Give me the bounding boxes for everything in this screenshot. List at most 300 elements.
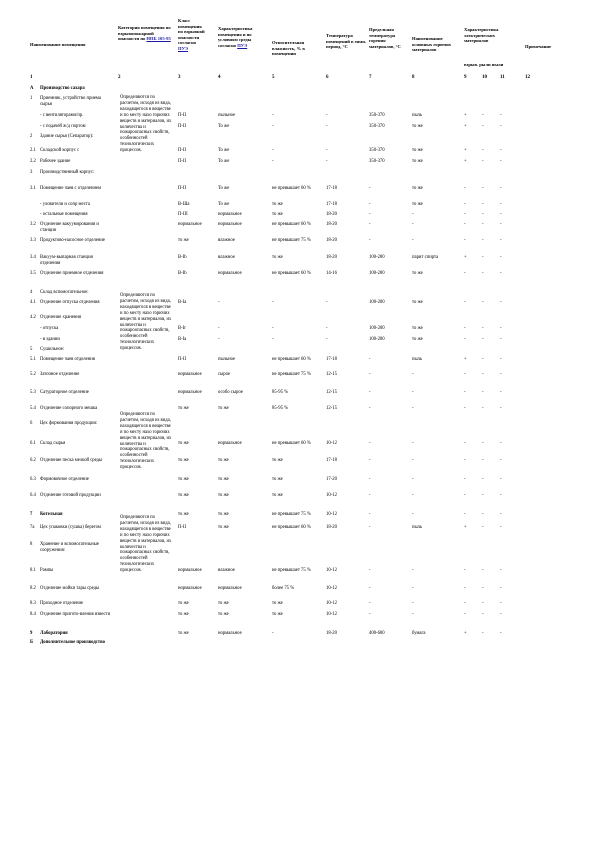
row-name: Котельная <box>40 512 63 517</box>
cell-f: 14-16 <box>326 271 337 276</box>
cell-g: 100-200 <box>369 255 385 260</box>
column-number-2: 2 <box>118 75 121 80</box>
cell-g: - <box>369 601 371 606</box>
cell-f: 18-20 <box>326 525 337 530</box>
cell-g: 100-200 <box>369 337 385 342</box>
pue-link-environment[interactable]: ПУЭ <box>237 42 248 48</box>
cell-f: 10-12 <box>326 441 337 446</box>
cell-k: нормальное <box>218 212 242 217</box>
cell-cat: П-II <box>178 525 187 530</box>
cell-k: нормальное <box>218 586 242 591</box>
row-name: Дополнительное производство <box>40 640 105 645</box>
cell-r: 85-95 % <box>272 406 289 411</box>
column-number-8: 8 <box>412 75 415 80</box>
cell-cat: то же <box>178 493 189 498</box>
cell-x: - <box>464 568 466 573</box>
cell-z: - <box>500 601 502 606</box>
cell-f: - <box>326 159 328 164</box>
row-name: Здание сырья (Сепаратор): <box>40 134 94 139</box>
cell-f: - <box>326 148 328 153</box>
cell-y: - <box>482 124 484 129</box>
cell-z: - <box>500 212 502 217</box>
cell-y: - <box>482 255 484 260</box>
row-name: Приемник, устройство приема сырья <box>40 96 101 107</box>
cell-y: - <box>482 238 484 243</box>
cell-f: 17-18 <box>326 186 337 191</box>
cell-g: 100-200 <box>369 271 385 276</box>
cell-cat: В-Ia <box>178 300 187 305</box>
column-number-10: 10 <box>482 75 487 80</box>
cell-x: + <box>464 113 467 118</box>
cell-k: влажное <box>218 568 235 573</box>
cell-z: - <box>500 202 502 207</box>
row-number: 6 <box>30 421 33 426</box>
cell-g: 350-370 <box>369 159 385 164</box>
cell-f: 10-12 <box>326 601 337 606</box>
cell-y: - <box>482 568 484 573</box>
cell-m: - <box>412 493 414 498</box>
cell-cat: П-II <box>178 148 187 153</box>
row-name: Отделение приемное отделения <box>40 271 104 276</box>
row-number: А <box>30 86 34 91</box>
cell-z: - <box>500 271 502 276</box>
cell-g: - <box>369 612 371 617</box>
cell-z: - <box>500 148 502 153</box>
cell-k: то же <box>218 477 229 482</box>
column-number-11: 11 <box>500 75 505 80</box>
row-number: 2 <box>30 134 33 139</box>
cell-m: парит спирта <box>412 255 439 260</box>
cell-cat: то же <box>178 631 189 636</box>
cell-z: - <box>500 186 502 191</box>
cell-g: - <box>369 372 371 377</box>
note-4: Определяются по расчетом, исходя из вида, находящегося в веществе и по месту нахо горючих веществ и материалов, их количества и пожароопасных свойств, особенностей технологических процессов. <box>120 515 172 574</box>
row-name: Сатураторное отделение <box>40 390 89 395</box>
cell-cat: П-II <box>178 113 187 118</box>
cell-cat: нормальное <box>178 372 202 377</box>
cell-z: - <box>500 113 502 118</box>
cell-y: - <box>482 186 484 191</box>
cell-y: - <box>482 493 484 498</box>
cell-k: То же <box>218 202 230 207</box>
cell-g: - <box>369 390 371 395</box>
cell-m: то же <box>412 148 423 153</box>
cell-z: - <box>500 300 502 305</box>
cell-f: 17-18 <box>326 202 337 207</box>
cell-cat: П-II <box>178 186 187 191</box>
row-name: Лаборатория <box>40 631 68 636</box>
cell-x: - <box>464 300 466 305</box>
cell-k: То же <box>218 186 230 191</box>
cell-k: то же <box>218 525 229 530</box>
cell-m: пыль <box>412 525 423 530</box>
cell-f: 17-18 <box>326 458 337 463</box>
cell-m: - <box>412 458 414 463</box>
cell-x: + <box>464 525 467 530</box>
cell-g: - <box>369 441 371 446</box>
row-name: Производство сахара <box>40 86 85 91</box>
cell-cat: то же <box>178 238 189 243</box>
cell-y: - <box>482 159 484 164</box>
cell-x: - <box>464 238 466 243</box>
cell-g: - <box>369 186 371 191</box>
cell-z: - <box>500 124 502 129</box>
cell-z: - <box>500 525 502 530</box>
cell-y: - <box>482 631 484 636</box>
cell-cat: то же <box>178 458 189 463</box>
cell-x: - <box>464 186 466 191</box>
cell-m: - <box>412 601 414 606</box>
cell-x: - <box>464 512 466 517</box>
row-name: Вакуум-выпарная станция отделения <box>40 255 93 266</box>
cell-y: - <box>482 406 484 411</box>
cell-k: то же <box>218 601 229 606</box>
cell-x: - <box>464 271 466 276</box>
row-name: - остальные помещения <box>40 212 88 217</box>
row-number: 5.1 <box>30 357 36 362</box>
cell-cat: П-III <box>178 212 188 217</box>
cell-k: влажное <box>218 255 235 260</box>
cell-f: 17-18 <box>326 357 337 362</box>
cell-z: - <box>500 159 502 164</box>
cell-k: особо сырое <box>218 390 243 395</box>
cell-x: - <box>464 372 466 377</box>
row-number: 6.3 <box>30 477 36 482</box>
row-name: Продуктово-насосное отделение <box>40 238 105 243</box>
cell-z: - <box>500 372 502 377</box>
cell-k: нормальное <box>218 271 242 276</box>
row-name: Отделение вакуумирования и станция <box>40 222 99 233</box>
row-number: 3.1 <box>30 186 36 191</box>
cell-f: 18-20 <box>326 212 337 217</box>
cell-x: + <box>464 124 467 129</box>
cell-m: то же <box>412 124 423 129</box>
cell-z: - <box>500 512 502 517</box>
cell-r: - <box>272 124 274 129</box>
cell-g: - <box>369 568 371 573</box>
row-name: Производственный корпус: <box>40 170 95 175</box>
cell-x: + <box>464 159 467 164</box>
cell-y: - <box>482 372 484 377</box>
row-name: Цех упаковки (сушка) берегом <box>40 525 101 530</box>
row-number: 5 <box>30 347 33 352</box>
cell-y: - <box>482 202 484 207</box>
cell-m: бумага <box>412 631 426 636</box>
row-number: 4.2 <box>30 315 36 320</box>
cell-x: - <box>464 612 466 617</box>
row-name: Рампы <box>40 568 54 573</box>
row-number: 6.2 <box>30 458 36 463</box>
cell-cat: В-Ia <box>178 337 187 342</box>
cell-r: не превышает 75 % <box>272 372 311 377</box>
cell-m: - <box>412 586 414 591</box>
cell-m: то же <box>412 159 423 164</box>
cell-x: + <box>464 357 467 362</box>
cell-m: пыль <box>412 113 423 118</box>
cell-x: - <box>464 493 466 498</box>
row-number: 8.2 <box>30 586 36 591</box>
cell-z: - <box>500 477 502 482</box>
cell-f: - <box>326 113 328 118</box>
row-number: 2.2 <box>30 159 36 164</box>
cell-k: То же <box>218 148 230 153</box>
row-number: 7 <box>30 512 33 517</box>
cell-r: - <box>272 326 274 331</box>
npb-link[interactable]: НПБ 105-95 <box>146 36 171 42</box>
cell-cat: нормальное <box>178 568 202 573</box>
cell-x: - <box>464 202 466 207</box>
cell-g: - <box>369 238 371 243</box>
column-number-3: 3 <box>178 75 181 80</box>
row-number: 8 <box>30 542 33 547</box>
cell-r: не превышает 60 % <box>272 525 311 530</box>
row-name: Склад сырья <box>40 441 66 446</box>
cell-y: - <box>482 326 484 331</box>
cell-f: 17-20 <box>326 477 337 482</box>
cell-r: не превышает 60 % <box>272 222 311 227</box>
cell-y: - <box>482 512 484 517</box>
cell-m: то же <box>412 186 423 191</box>
cell-z: - <box>500 631 502 636</box>
cell-m: - <box>412 406 414 411</box>
row-number: 5.4 <box>30 406 36 411</box>
row-number: 8.3 <box>30 601 36 606</box>
cell-cat: то же <box>178 441 189 446</box>
cell-r: то же <box>272 212 283 217</box>
cell-g: - <box>369 222 371 227</box>
cell-z: - <box>500 406 502 411</box>
cell-g: - <box>369 212 371 217</box>
cell-k: - <box>218 326 220 331</box>
cell-x: - <box>464 586 466 591</box>
cell-g: - <box>369 525 371 530</box>
note-2: Определяются по расчетом, исходя из вида, находящегося в веществе и по месту нахо горючих веществ и материалов, их количества и пожароопасных свойств, особенностей технологических процессов. <box>120 293 172 352</box>
cell-y: - <box>482 113 484 118</box>
row-name: Отделение мойки тары среды <box>40 586 100 591</box>
cell-k: нормальное <box>218 222 242 227</box>
cell-f: 10-12 <box>326 568 337 573</box>
cell-r: не превышает 75 % <box>272 238 311 243</box>
cell-m: то же <box>412 326 423 331</box>
cell-m: - <box>412 238 414 243</box>
row-number: 4.1 <box>30 300 36 305</box>
cell-g: 350-370 <box>369 113 385 118</box>
cell-r: то же <box>272 458 283 463</box>
cell-g: - <box>369 458 371 463</box>
cell-cat: П-II <box>178 159 187 164</box>
cell-x: - <box>464 222 466 227</box>
cell-z: - <box>500 493 502 498</box>
cell-r: - <box>272 631 274 636</box>
row-name: Отделение хранения <box>40 315 82 320</box>
row-number: 4 <box>30 290 33 295</box>
cell-z: - <box>500 568 502 573</box>
cell-r: - <box>272 113 274 118</box>
cell-cat: нормальное <box>178 586 202 591</box>
note-1: Определяются по расчетом, исходя из вида, находящегося в веществе и по месту нахо горючих веществ и материалов, их количества и пожароопасных свойств, особенностей технологических процессов. <box>120 95 172 154</box>
row-name: Отделение песка мелкой среды <box>40 458 103 463</box>
cell-f: 18-20 <box>326 222 337 227</box>
cell-y: - <box>482 441 484 446</box>
cell-x: - <box>464 406 466 411</box>
cell-z: - <box>500 586 502 591</box>
row-number: 6.4 <box>30 493 36 498</box>
cell-y: - <box>482 601 484 606</box>
cell-cat: В-Ша <box>178 202 190 207</box>
cell-f: 10-12 <box>326 512 337 517</box>
cell-k: сырое <box>218 372 231 377</box>
cell-k: то же <box>218 612 229 617</box>
cell-r: то же <box>272 601 283 606</box>
header-humidity: Относительная влажность, % в помещении <box>272 40 305 57</box>
cell-m: - <box>412 212 414 217</box>
cell-g: 400-600 <box>369 631 385 636</box>
cell-cat: В-Ib <box>178 271 187 276</box>
row-number: 5.2 <box>30 372 36 377</box>
header-temperature: Температура помещений в зимн. период, °С <box>326 33 367 50</box>
cell-g: - <box>369 202 371 207</box>
row-number: 3.5 <box>30 271 36 276</box>
cell-r: не превышает 60 % <box>272 441 311 446</box>
cell-cat: нормальное <box>178 390 202 395</box>
cell-g: - <box>369 586 371 591</box>
cell-g: - <box>369 493 371 498</box>
header-environment: Характеристика помещения и по условиям среды согласно ПУЭ <box>218 26 253 48</box>
cell-f: 10-12 <box>326 612 337 617</box>
cell-m: - <box>412 390 414 395</box>
cell-f: 18-20 <box>326 238 337 243</box>
cell-k: влажное <box>218 238 235 243</box>
row-name: Заточное отделение <box>40 372 80 377</box>
cell-r: не превышает 60 % <box>272 186 311 191</box>
cell-y: - <box>482 458 484 463</box>
cell-m: - <box>412 612 414 617</box>
cell-k: то же <box>218 458 229 463</box>
cell-r: то же <box>272 612 283 617</box>
cell-y: - <box>482 612 484 617</box>
row-name: - уловители и сопр места <box>40 202 90 207</box>
row-name: Отделение сопорного мешка <box>40 406 98 411</box>
cell-k: пыльное <box>218 113 236 118</box>
row-number: 3.4 <box>30 255 36 260</box>
row-number: 6.1 <box>30 441 36 446</box>
cell-z: - <box>500 326 502 331</box>
cell-r: - <box>272 337 274 342</box>
cell-m: - <box>412 441 414 446</box>
cell-z: - <box>500 337 502 342</box>
cell-r: не превышает 60 % <box>272 271 311 276</box>
header-category: Категория помещения по взрывопожарной опасности по НПБ 105-95 <box>118 25 171 42</box>
cell-f: 18-20 <box>326 255 337 260</box>
cell-y: - <box>482 525 484 530</box>
row-name: Отделение готовой продукции <box>40 493 101 498</box>
cell-cat: то же <box>178 612 189 617</box>
cell-k: то же <box>218 493 229 498</box>
row-number: 2.1 <box>30 148 36 153</box>
cell-r: то же <box>272 255 283 260</box>
cell-r: то же <box>272 202 283 207</box>
cell-g: 100-200 <box>369 326 385 331</box>
cell-r: 85-95 % <box>272 390 289 395</box>
cell-y: - <box>482 586 484 591</box>
cell-cat: В-Iг <box>178 326 187 331</box>
row-name: Рабочее здание <box>40 159 71 164</box>
cell-k: - <box>218 300 220 305</box>
column-number-1: 1 <box>30 75 33 80</box>
cell-f: 18-20 <box>326 631 337 636</box>
header-remark: Примечание <box>525 44 552 49</box>
cell-cat: нормальное <box>178 222 202 227</box>
cell-x: - <box>464 212 466 217</box>
cell-z: - <box>500 441 502 446</box>
header-name: Наименование помещения <box>30 42 86 47</box>
cell-r: не превышает 75 % <box>272 512 311 517</box>
row-number: 3.2 <box>30 222 36 227</box>
cell-y: - <box>482 222 484 227</box>
cell-m: то же <box>412 202 423 207</box>
header-burn-temp: Предельная температура горения материалов, °С <box>369 27 401 49</box>
cell-y: - <box>482 271 484 276</box>
row-name: Отделение отпуска отделения <box>40 300 100 305</box>
header-materials: Наименование основных горючих материалов <box>412 36 452 53</box>
cell-m: то же <box>412 337 423 342</box>
cell-m: - <box>412 222 414 227</box>
row-name: - отпуска <box>40 326 59 331</box>
cell-x: + <box>464 631 467 636</box>
cell-x: - <box>464 337 466 342</box>
cell-r: то же <box>272 477 283 482</box>
cell-y: - <box>482 212 484 217</box>
cell-f: 12-15 <box>326 406 337 411</box>
cell-x: - <box>464 390 466 395</box>
cell-z: - <box>500 357 502 362</box>
cell-m: то же <box>412 271 423 276</box>
cell-k: то же <box>218 406 229 411</box>
column-number-9: 9 <box>464 75 467 80</box>
row-name: Складской корпус с <box>40 148 80 153</box>
cell-f: - <box>326 337 328 342</box>
row-number: 8.4 <box>30 612 36 617</box>
row-number: Б <box>30 640 34 645</box>
pue-link-class[interactable]: ПУЭ <box>178 45 188 51</box>
cell-r: не превышает 60 % <box>272 357 311 362</box>
row-number: 1 <box>30 96 33 101</box>
cell-z: - <box>500 255 502 260</box>
cell-z: - <box>500 458 502 463</box>
cell-f: 12-15 <box>326 372 337 377</box>
row-name: Сушильное: <box>40 347 65 352</box>
cell-k: нормальное <box>218 631 242 636</box>
cell-r: не превышает 75 % <box>272 568 311 573</box>
row-name: Формовочное отделение <box>40 477 89 482</box>
cell-g: - <box>369 357 371 362</box>
column-number-4: 4 <box>218 75 221 80</box>
row-name: Помещение чаев с отделением <box>40 186 102 191</box>
cell-cat: В-Ib <box>178 255 187 260</box>
row-name: - с подачей ж/д портом <box>40 124 86 129</box>
cell-cat: П-II <box>178 124 187 129</box>
cell-f: 10-12 <box>326 586 337 591</box>
cell-k: то же <box>218 512 229 517</box>
row-number: 5.3 <box>30 390 36 395</box>
cell-f: - <box>326 300 328 305</box>
cell-cat: то же <box>178 601 189 606</box>
column-number-12: 12 <box>525 75 530 80</box>
cell-f: 12-15 <box>326 390 337 395</box>
header-electrical: Характеристика электрических материалов <box>464 27 499 44</box>
row-number: 7а <box>30 525 35 530</box>
cell-k: - <box>218 337 220 342</box>
